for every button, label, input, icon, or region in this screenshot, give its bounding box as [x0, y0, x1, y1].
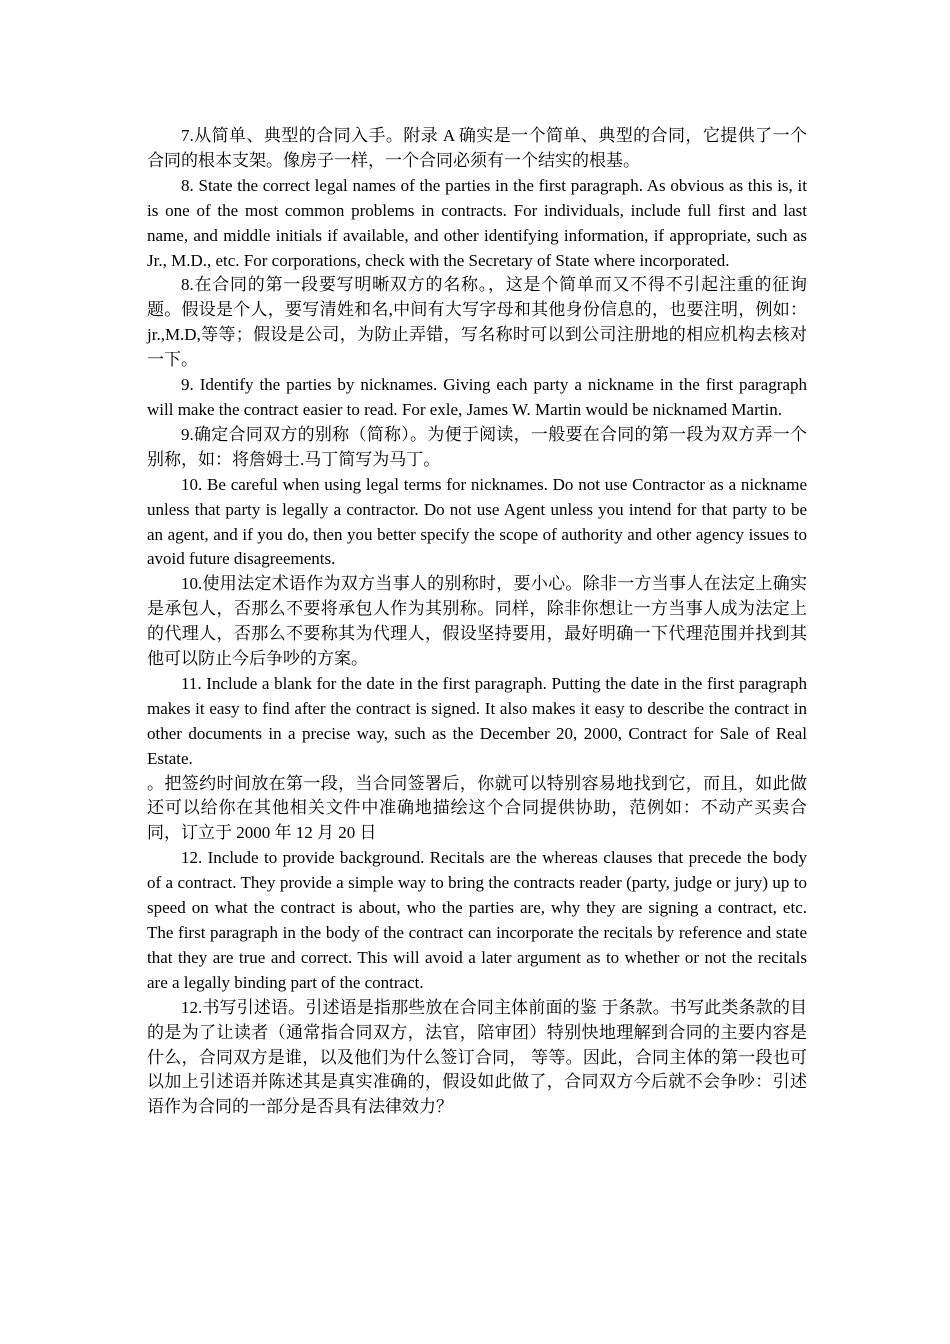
paragraph-7-zh: 7.从简单、典型的合同入手。附录 A 确实是一个简单、典型的合同，它提供了一个合同的根本支架。像房子一样，一个合同必须有一个结实的根基。: [147, 126, 807, 170]
paragraph-10-en: 10. Be careful when using legal terms for nicknames. Do not use Contractor as a nickname unless that party is legally a contractor. Do not use Agent unless you intend for that party to be an agent, and if you do, then you better specify the scope of authority and other agency issues to avoid future disagreements.: [147, 474, 807, 569]
paragraph-10-zh: 10.使用法定术语作为双方当事人的别称时，要小心。除非一方当事人在法定上确实是承包人，否那么不要将承包人作为其别称。同样，除非你想让一方当事人成为法定上的代理人，否那么不要称其为代理人，假设坚持要用，最好明确一下代理范围并找到其他可以防止今后争吵的方案。: [147, 574, 807, 669]
paragraph-8-en: 8. State the correct legal names of the parties in the first paragraph. As obvious as this is, it is one of the most common problems in contracts. For individuals, include full first and last name, and middle initials if available, and other identifying information, if appropriate, such as Jr., M.D., etc. For corporations, check with the Secretary of State where incorporated.: [147, 175, 807, 270]
paragraph-9-en: 9. Identify the parties by nicknames. Giving each party a nickname in the first paragraph will make the contract easier to read. For exle, James W. Martin would be nicknamed Martin.: [147, 375, 807, 419]
paragraph-9-zh: 9.确定合同双方的别称（简称）。为便于阅读，一般要在合同的第一段为双方弄一个别称，如：将詹姆士.马丁简写为马丁。: [147, 424, 807, 469]
document-body: [147, 124, 807, 1120]
paragraph-12-en: 12. Include to provide background. Recitals are the whereas clauses that precede the body of a contract. They provide a simple way to bring the contracts reader (party, judge or jury) up to speed on what the contract is about, who the parties are, why they are signing a contract, etc. The first paragraph in the body of the contract can incorporate the recitals by reference and state that they are true and correct. This will avoid a later argument as to whether or not the recitals are a legally binding part of the contract.: [147, 848, 807, 992]
paragraph-11-en: 11. Include a blank for the date in the first paragraph. Putting the date in the first paragraph makes it easy to find after the contract is signed. It also makes it easy to describe the contract in other documents in a precise way, such as the December 20, 2000, Contract for Sale of Real Estate.: [147, 673, 807, 768]
paragraph-8-zh: 8.在合同的第一段要写明晰双方的名称。，这是个简单而又不得不引起注重的征询题。假设是个人，要写清姓和名,中间有大写字母和其他身份信息的，也要注明，例如：jr.,M.D,等等；假设是公司，为防止弄错，写名称时可以到公司注册地的相应机构去核对一下。: [147, 275, 807, 370]
paragraph-12-zh: 12.书写引述语。引述语是指那些放在合同主体前面的鉴 于条款。书写此类条款的目的是为了让读者（通常指合同双方，法官，陪审团）特别快地理解到合同的主要内容是什么，合同双方是谁，以及他们为什么签订合同， 等等。因此，合同主体的第一段也可以加上引述语并陈述其是真实准确的，假设如此做了，合同双方今后就不会争吵：引述语作为合同的一部分是否具有法律效力？: [147, 997, 807, 1117]
paragraph-11-zh: 。把签约时间放在第一段，当合同签署后，你就可以特别容易地找到它，而且，如此做还可以给你在其他相关文件中准确地描绘这个合同提供协助，范例如：不动产买卖合同，订立于 2000 年 12 月 20 日: [147, 773, 807, 843]
